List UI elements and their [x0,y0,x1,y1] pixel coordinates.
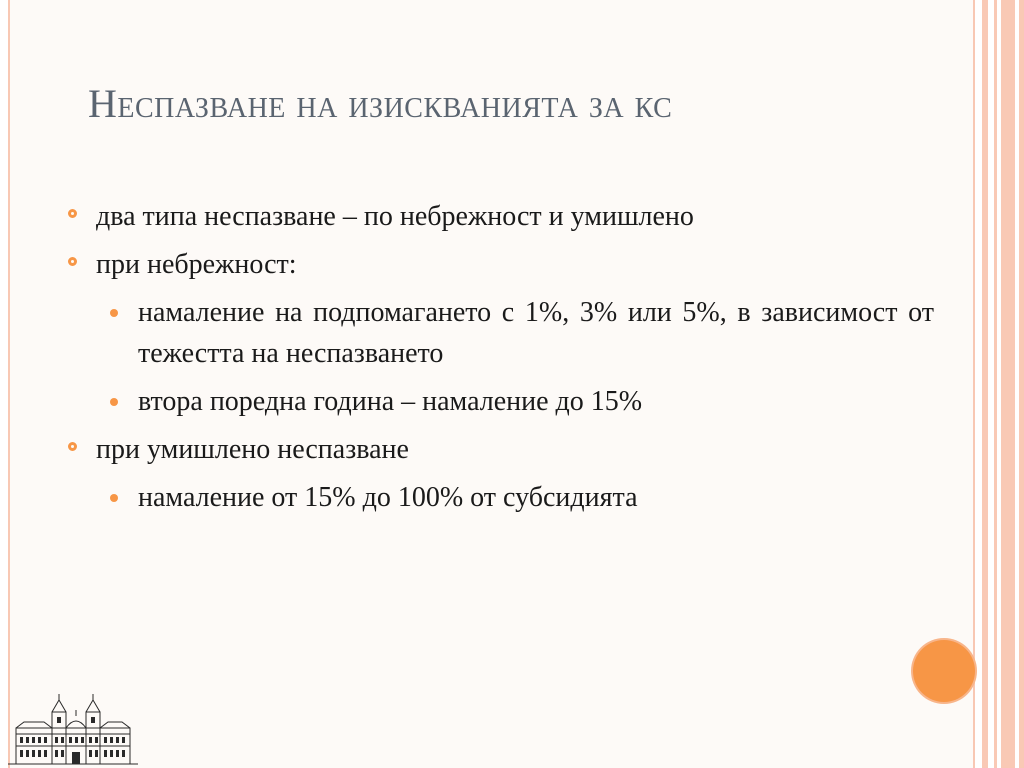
dot-bullet-icon [110,494,118,502]
bullet-text: при небрежност: [96,249,297,280]
bullet-item [64,196,934,237]
bullet-text: намаление на подпомагането с 1%, 3% или 5%, в зависимост от тежестта на неспазването [138,297,934,369]
bullet-text: два типа неспазване – по небрежност и умишлено [96,201,694,232]
decor-stripe [982,0,988,768]
building-logo-icon [6,690,140,768]
sub-bullet-item [64,381,934,422]
bullet-item [64,244,934,285]
slide-title: Неспазване на изискванията за кс [88,81,673,126]
dot-bullet-icon [110,309,118,317]
bullet-list [64,196,934,525]
sub-bullet-item [64,477,934,518]
bullet-text: втора поредна година – намаление до 15% [138,386,643,417]
ring-bullet-icon [68,257,77,266]
ring-bullet-icon [68,442,77,451]
decor-stripe [994,0,997,768]
bullet-text: при умишлено неспазване [96,434,409,465]
sub-bullet-item [64,292,934,374]
decor-stripe [1019,0,1024,768]
orange-circle-decoration [913,640,975,702]
decor-stripe [1001,0,1015,768]
dot-bullet-icon [110,398,118,406]
ring-bullet-icon [68,209,77,218]
bullet-text: намаление от 15% до 100% от субсидията [138,482,638,513]
bullet-item [64,429,934,470]
